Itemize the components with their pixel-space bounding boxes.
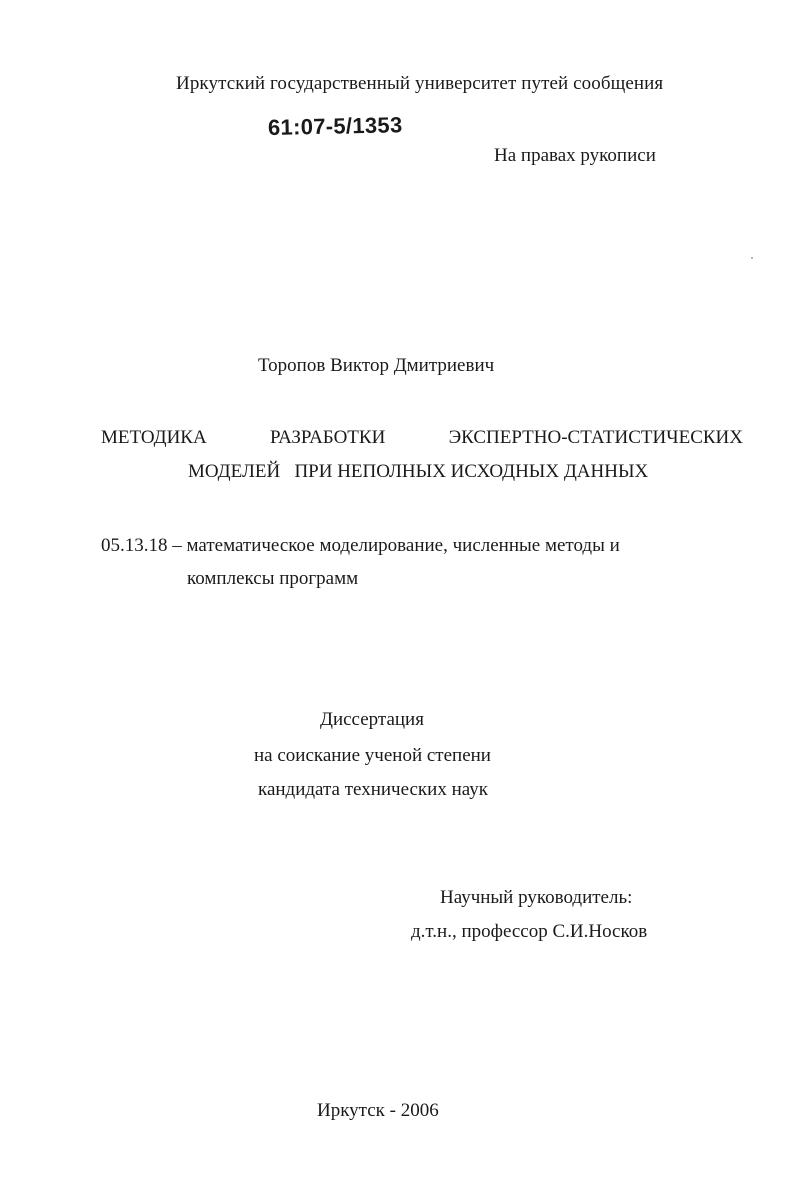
degree-purpose-line: на соискание ученой степени: [254, 745, 491, 766]
university-name: Иркутский государственный университет путей сообщения: [176, 73, 664, 94]
city-year: Иркутск - 2006: [317, 1100, 439, 1121]
specialty-code-line-1: 05.13.18 – математическое моделирование, численные методы и: [101, 535, 620, 556]
thesis-title-word: МЕТОДИКА: [101, 427, 207, 448]
dissertation-label: Диссертация: [320, 709, 424, 730]
thesis-title-word: ЭКСПЕРТНО-СТАТИСТИЧЕСКИХ: [448, 427, 743, 448]
author-name: Торопов Виктор Дмитриевич: [258, 355, 495, 376]
thesis-title-line-1: [101, 426, 743, 450]
degree-name-line: кандидата технических наук: [258, 779, 488, 800]
specialty-code-line-2: комплексы программ: [187, 568, 359, 589]
thesis-title-word: РАЗРАБОТКИ: [270, 427, 386, 448]
advisor-name: д.т.н., профессор С.И.Носков: [411, 921, 648, 942]
scan-speck: [751, 257, 753, 259]
manuscript-rights-note: На правах рукописи: [494, 145, 656, 166]
thesis-title-line-2: МОДЕЛЕЙ ПРИ НЕПОЛНЫХ ИСХОДНЫХ ДАННЫХ: [188, 461, 649, 482]
catalog-number-stamp: 61:07-5/1353: [267, 112, 403, 140]
advisor-label: Научный руководитель:: [440, 887, 633, 908]
